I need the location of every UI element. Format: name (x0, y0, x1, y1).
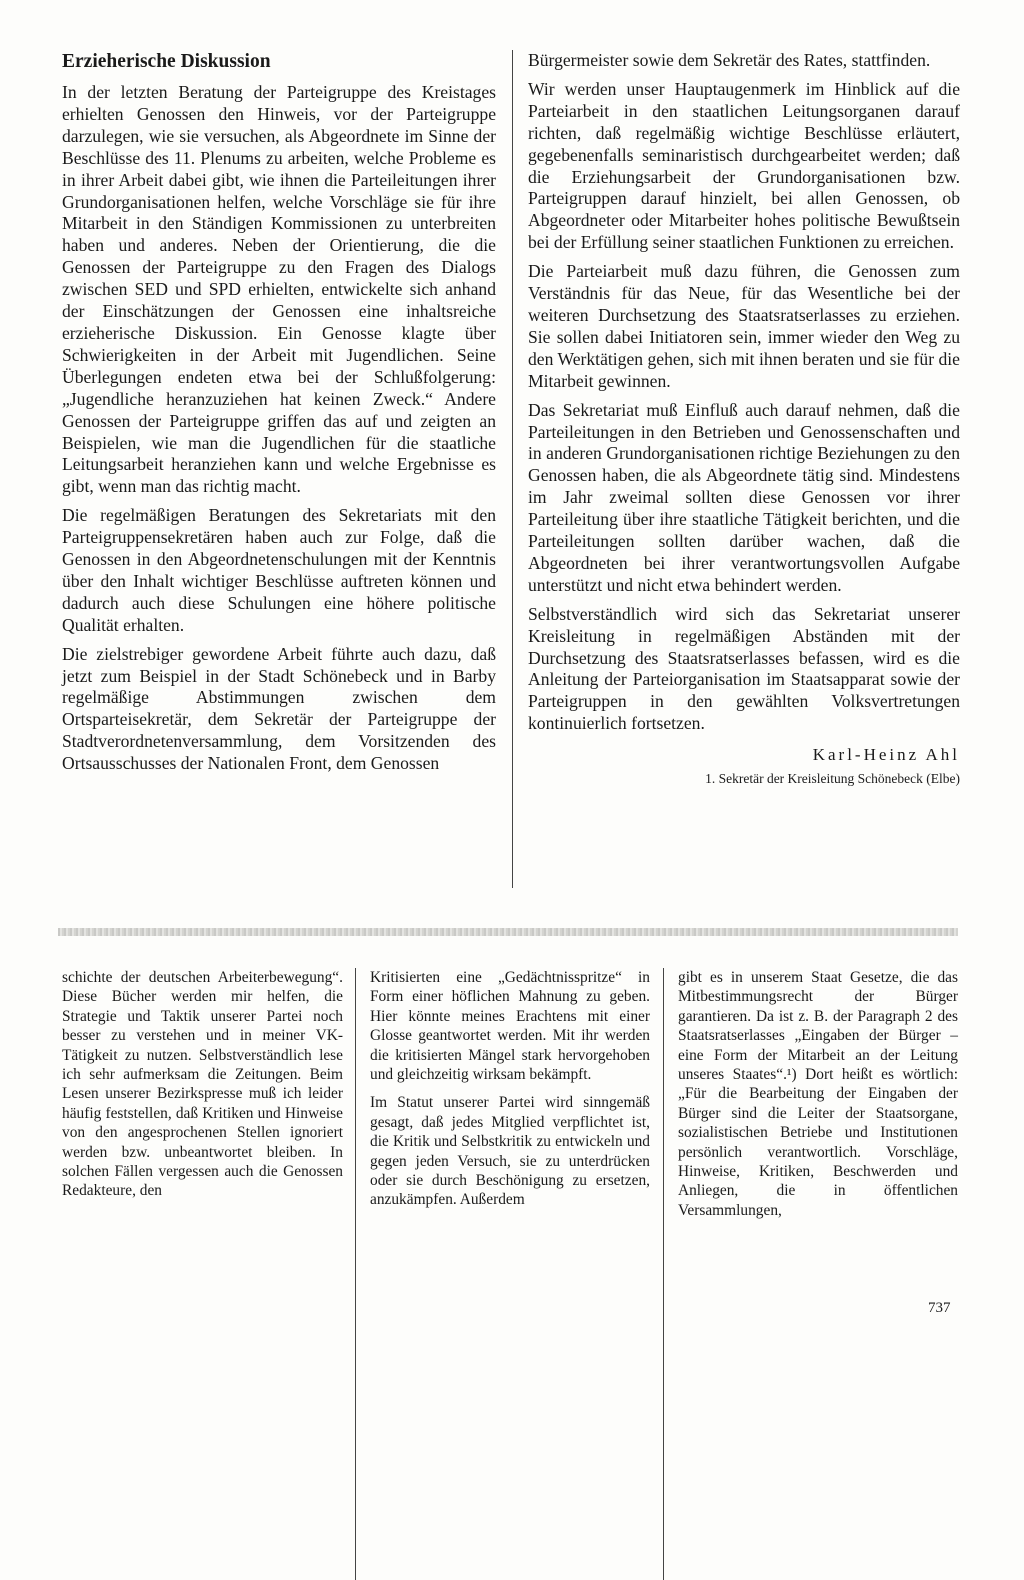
page-number: 737 (928, 1300, 951, 1316)
paragraph: Die Parteiarbeit muß dazu führen, die Genossen zum Verständnis für das Neue, für das Wesentliche bei der weiteren Durchsetzung des Staatsratserlasses zu erziehen. Sie sollen dabei Initiatoren sein, immer wieder den Weg zu den Werktätigen gehen, sich mit ihnen beraten und sie für die Mitarbeit gewinnen. (528, 261, 960, 391)
paragraph: Bürgermeister sowie dem Sekretär des Rates, stattfinden. (528, 50, 931, 70)
paragraph: Im Statut unserer Partei wird sinngemäß gesagt, daß jedes Mitglied verpflichtet ist, die Kritik und Selbstkritik zu entwickeln und gegen jeden Versuch, sie zu unterdrücken oder sie durch Beschönigung zu ersetzen, anzukämpfen. Außerdem (370, 1094, 650, 1209)
column-divider (355, 968, 356, 1580)
bottom-column-2 (370, 968, 650, 1210)
paragraph: Selbstverständlich wird sich das Sekretariat unserer Kreisleitung in regelmäßigen Abständen mit der Durchsetzung des Staatsratserlasses befassen, wird es die Anleitung der Parteiorganisation im Staatsapparat sowie der Parteigruppen in den gewählten Volksvertretungen kontinuierlich fortsetzen. (528, 603, 960, 734)
author-signature: Karl-Heinz Ahl (812, 745, 960, 765)
column-divider (512, 50, 513, 888)
bottom-column-3 (678, 968, 958, 1220)
author-title: 1. Sekretär der Kreisleitung Schönebeck (Elbe) (705, 771, 960, 787)
article-top-column-right (528, 50, 960, 787)
paragraph: Die regelmäßigen Beratungen des Sekretariats mit den Parteigruppensekretären haben auch zur Folge, daß die Genossen in den Abgeordnetenschulungen mit der Kenntnis über den Inhalt wichtiger Beschlüsse auftreten können und dadurch auch diese Schulungen eine höhere politische Qualität erhalten. (62, 505, 496, 635)
paragraph: Kritisierten eine „Gedächtnisspritze“ in Form einer höflichen Mahnung zu geben. Hier könnte meines Erachtens mit einer Glosse geantwortet werden. Mit ihr werden die kritisierten Mängel stark hervorgehoben und gleichzeitig wirksam bekämpft. (370, 969, 650, 1084)
article-top-column-left (62, 50, 496, 775)
paragraph: In der letzten Beratung der Parteigruppe des Kreistages erhielten Genossen den Hinweis, vor der Parteigruppe darzulegen, wie sie versuchen, als Abgeordnete im Sinne der Beschlüsse des 11. Plenums zu arbeiten, welche Probleme es in ihrer Arbeit dabei gibt, wie ihnen die Parteileitungen ihrer Grundorganisationen helfen, welche Vorschläge sie für ihre Mitarbeit in den Ständigen Kommissionen zu unterbreiten haben und anderes. Neben der Orientierung, die die Genossen der Parteigruppe zu den Fragen des Dialogs zwischen SED und SPD erhielten, entwickelte sich anhand der Einschätzungen der Genossen eine inhaltsreiche erzieherische Diskussion. Ein Genosse klagte über Schwierigkeiten in der Arbeit mit Jugendlichen. Seine Überlegungen endeten etwa bei der Schlußfolgerung: „Jugendliche heranzuziehen hat keinen Zweck.“ Andere Genossen der Parteigruppe griffen das auf und zeigten an Beispielen, wie man die Jugendlichen für die staatliche Leitungsarbeit heranziehen kann und welche Ergebnisse es gibt, wenn man das richtig macht. (62, 82, 496, 497)
bottom-column-1 (62, 968, 343, 1201)
paragraph: Das Sekretariat muß Einfluß auch darauf nehmen, daß die Parteileitungen in den Betrieben und Genossenschaften und in anderen Grundorganisationen richtige Beziehungen zu den Genossen haben, die als Abgeordnete tätig sind. Mindestens im Jahr zweimal sollten diese Genossen vor ihrer Parteileitung über ihre staatliche Tätigkeit berichten, und die Parteileitungen sollten darüber wachen, daß die Abgeordneten bei ihrer verantwortungsvollen Aufgabe unterstützt und nicht etwa behindert werden. (528, 399, 960, 595)
paragraph: Wir werden unser Hauptaugenmerk im Hinblick auf die Parteiarbeit in den staatlichen Leitungsorganen darauf richten, daß regelmäßig wichtige Beschlüsse erläutert, gegebenenfalls seminaristisch durchgearbeitet werden; daß die Erziehungsarbeit der Grundorganisationen bzw. Parteigruppen darauf hinzielt, bei allen Genossen, ob Abgeordneter oder Mitarbeiter hohes politische Bewußtsein bei der Erfüllung seiner staatlichen Funktionen zu erreichen. (528, 78, 960, 253)
paragraph: schichte der deutschen Arbeiterbewegung“. Diese Bücher werden mir helfen, die Strategie und Taktik unserer Partei noch besser zu verstehen und in meiner VK-Tätigkeit zu nutzen. Selbstverständlich lese ich sehr aufmerksam die Zeitungen. Beim Lesen unserer Bezirkspresse muß ich leider häufig feststellen, daß Kritiken und Hinweise von den angesprochenen Stellen ignoriert werden bzw. unbeantwortet bleiben. In solchen Fällen vergessen auch die Genossen Redakteure, den (62, 969, 343, 1200)
article-heading: Erzieherische Diskussion (62, 51, 271, 72)
column-divider (663, 968, 664, 1580)
section-divider (58, 928, 958, 936)
paragraph: Die zielstrebiger gewordene Arbeit führte auch dazu, daß jetzt zum Beispiel in der Stadt Schönebeck und in Barby regelmäßige Abstimmungen zwischen dem Ortsparteisekretär, dem Sekretär der Parteigruppe der Stadtverordnetenversammlung, dem Vorsitzenden des Ortsausschusses der Nationalen Front, dem Genossen (62, 643, 496, 774)
paragraph: gibt es in unserem Staat Gesetze, die das Mitbestimmungsrecht der Bürger garantieren. Da ist z. B. der Paragraph 2 des Staatsratserlasses „Eingaben der Bürger – eine Form der Mitarbeit an der Leitung unseres Staates“.¹) Dort heißt es wörtlich: „Für die Bearbeitung der Eingaben der Bürger sind die Leiter der Staatsorgane, sozialistischen Betriebe und Institutionen persönlich verantwortlich. Vorschläge, Hinweise, Kritiken, Beschwerden und Anliegen, die in öffentlichen Versammlungen, (678, 969, 958, 1219)
